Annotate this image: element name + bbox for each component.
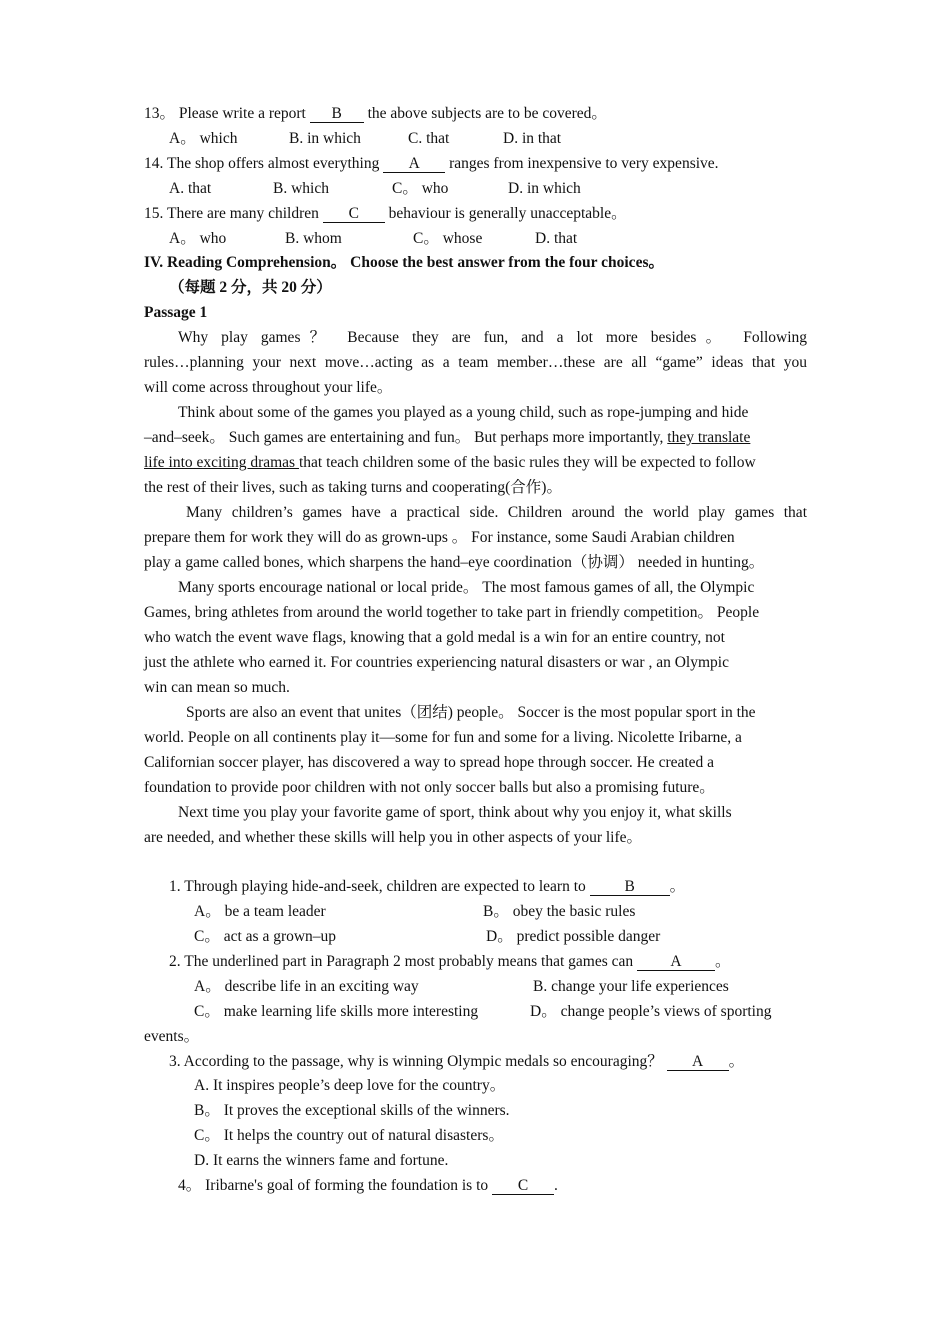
option-c: C。 act as a grown–up (194, 928, 337, 945)
question-stem: . (554, 1177, 558, 1194)
option-d: D. that (535, 230, 578, 247)
passage-text: that teach children some of the basic rules they will be expected to follow (298, 454, 756, 471)
option-d: D。 predict possible danger (486, 928, 661, 945)
answer-blank: A (667, 1054, 729, 1071)
passage-line: are needed, and whether these skills will help you in other aspects of your life。 (144, 829, 643, 846)
passage-line: world. People on all continents play it—some for fun and some for a living. Nicolette Iribarne, a (144, 729, 742, 746)
passage-line: Why play games？ Because they are fun, and a lot more besides。 Following (178, 329, 807, 346)
option-c: C. that (408, 130, 450, 147)
answer-blank: C (492, 1178, 554, 1195)
question-15 (144, 204, 627, 224)
question-stem: ranges from inexpensive to very expensive. (445, 155, 719, 172)
option-b: B. which (273, 180, 329, 197)
question-13 (144, 104, 607, 124)
answer-blank: B (310, 106, 364, 123)
question-3 (169, 1052, 744, 1072)
option-a: A. It inspires people’s deep love for the country。 (194, 1077, 506, 1094)
passage-line: prepare them for work they will do as grown-ups 。 For instance, some Saudi Arabian children (144, 529, 735, 546)
question-4 (178, 1176, 558, 1196)
question-stem: 2. The underlined part in Paragraph 2 most probably means that games can (169, 953, 638, 970)
option-a: A。 describe life in an exciting way (194, 978, 419, 995)
passage-line: the rest of their lives, such as taking turns and cooperating(合作)。 (144, 479, 562, 496)
passage-line: Many sports encourage national or local pride。 The most famous games of all, the Olympic (178, 579, 755, 596)
passage-line: who watch the event wave flags, knowing that a gold medal is a win for an entire country, not (144, 629, 725, 646)
option-c: C。 who (392, 180, 449, 197)
passage-line (144, 453, 756, 473)
passage-line: rules…planning your next move…acting as a team member…these are all “game” ideas that you (144, 354, 807, 371)
passage-line: Games, bring athletes from around the world together to take part in friendly competition。 People (144, 604, 760, 621)
option-d: D. in that (503, 130, 562, 147)
question-1 (169, 877, 685, 897)
underlined-phrase: life into exciting dramas (144, 454, 299, 471)
option-b: B. in which (289, 130, 361, 147)
passage-line: play a game called bones, which sharpens the hand–eye coordination（协调） needed in hunting。 (144, 554, 765, 571)
option-b: B. whom (285, 230, 342, 247)
option-a: A. that (169, 180, 212, 197)
question-stem: the above subjects are to be covered。 (363, 105, 607, 122)
answer-blank: A (637, 954, 715, 971)
passage-line: Next time you play your favorite game of sport, think about why you enjoy it, what skills (178, 804, 732, 821)
passage-line (144, 428, 750, 448)
option-c: C。 whose (413, 230, 483, 247)
question-stem: 。 (728, 1053, 745, 1070)
question-stem: 14. The shop offers almost everything (144, 155, 384, 172)
option-d-continued: events。 (144, 1028, 200, 1045)
passage-line: Many children’s games have a practical side. Children around the world play games that (186, 504, 807, 521)
answer-blank: A (383, 156, 445, 173)
option-b: B. change your life experiences (533, 978, 729, 995)
option-d: D。 change people’s views of sporting (530, 1003, 772, 1020)
option-c: C。 It helps the country out of natural disasters。 (194, 1127, 504, 1144)
section-title: IV. Reading Comprehension。 Choose the best answer from the four choices。 (144, 254, 664, 271)
question-stem: 15. There are many children (144, 205, 323, 222)
option-a: A。 be a team leader (194, 903, 326, 920)
section-subtitle: （每题 2 分，共 20 分） (169, 279, 332, 296)
option-d: D. in which (508, 180, 581, 197)
passage-line: Californian soccer player, has discovered a way to spread hope through soccer. He created a (144, 754, 715, 771)
question-stem: behaviour is generally unacceptable。 (384, 205, 627, 222)
question-14 (144, 154, 719, 174)
option-d: D. It earns the winners fame and fortune. (194, 1152, 449, 1169)
question-stem: 3. According to the passage, why is winning Olympic medals so encouraging？ (169, 1053, 667, 1070)
question-stem: 13。 Please write a report (144, 105, 310, 122)
question-stem: 1. Through playing hide-and-seek, children are expected to learn to (169, 878, 590, 895)
answer-blank: C (323, 206, 385, 223)
passage-line: just the athlete who earned it. For countries experiencing natural disasters or war , an Olympic (144, 654, 729, 671)
question-stem: 。 (715, 953, 731, 970)
passage-line: Sports are also an event that unites（团结) people。 Soccer is the most popular sport in the (186, 704, 756, 721)
option-b: B。 It proves the exceptional skills of the winners. (194, 1102, 510, 1119)
question-2 (169, 952, 731, 972)
underlined-phrase: they translate (667, 429, 751, 446)
option-c: C。 make learning life skills more interesting (194, 1003, 479, 1020)
passage-line: foundation to provide poor children with not only soccer balls but also a promising future。 (144, 779, 715, 796)
passage-title: Passage 1 (144, 304, 208, 321)
passage-line: will come across throughout your life。 (144, 379, 393, 396)
passage-text: –and–seek。 Such games are entertaining and fun。 But perhaps more importantly, (144, 429, 668, 446)
option-b: B。 obey the basic rules (483, 903, 636, 920)
question-stem: 。 (669, 878, 686, 895)
question-stem: 4。 Iribarne's goal of forming the foundation is to (178, 1177, 493, 1194)
passage-line: win can mean so much. (144, 679, 290, 696)
option-a: A。 who (169, 230, 227, 247)
passage-line: Think about some of the games you played as a young child, such as rope-jumping and hide (178, 404, 749, 421)
option-a: A。 which (169, 130, 238, 147)
answer-blank: B (590, 879, 670, 896)
